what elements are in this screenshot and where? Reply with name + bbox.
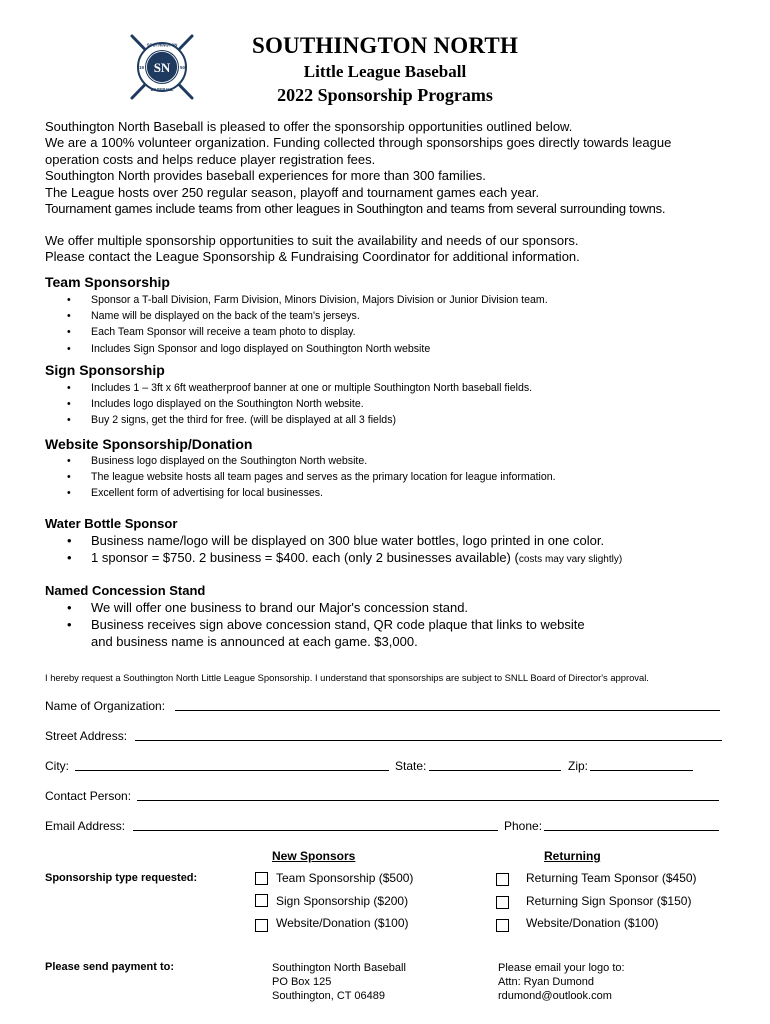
list-item: • Excellent form of advertising for local businesses.	[67, 485, 556, 501]
list-item: • The league website hosts all team pages and serves as the primary location for league information.	[67, 469, 556, 485]
costs-note: costs may vary slightly)	[518, 554, 623, 565]
zip-label: Zip:	[568, 759, 589, 773]
mailing-address: Southington North Baseball PO Box 125 Southington, CT 06489	[272, 962, 406, 1002]
sign-sponsorship-heading: Sign Sponsorship	[45, 362, 165, 378]
email-field[interactable]	[133, 830, 498, 831]
list-item: • Buy 2 signs, get the third for free. (will be displayed at all 3 fields)	[67, 412, 532, 428]
list-item: • Sponsor a T-ball Division, Farm Division, Minors Division, Majors Division or Junior Division team.	[67, 292, 548, 308]
phone-field[interactable]	[544, 830, 719, 831]
list-item: • 1 sponsor = $750. 2 business = $400. each (only 2 businesses available) (costs may vary slightly)	[67, 549, 622, 568]
team-sponsorship-option: Team Sponsorship ($500)	[276, 871, 414, 885]
logo-monogram: SN	[153, 60, 171, 75]
team-sponsorship-heading: Team Sponsorship	[45, 274, 170, 290]
contact-label: Contact Person:	[45, 789, 132, 803]
contact-email: rdumond@outlook.com	[498, 990, 612, 1002]
list-item: • We will offer one business to brand our Major's concession stand.	[67, 599, 585, 616]
list-item: • Each Team Sponsor will receive a team photo to display.	[67, 324, 548, 340]
team-sponsorship-checkbox[interactable]	[255, 872, 268, 885]
email-label: Email Address:	[45, 819, 126, 833]
city-label: City:	[45, 759, 69, 773]
zip-field[interactable]	[590, 770, 693, 771]
water-bottle-heading: Water Bottle Sponsor	[45, 516, 178, 531]
sign-sponsorship-option: Sign Sponsorship ($200)	[276, 894, 409, 908]
city-field[interactable]	[75, 770, 389, 771]
list-item: and business name is announced at each game. $3,000.	[91, 634, 418, 649]
sign-sponsorship-checkbox[interactable]	[255, 894, 268, 907]
website-donation-checkbox[interactable]	[255, 919, 268, 932]
logo-text-top: SOUTHINGTON	[146, 42, 178, 48]
returning-sign-option: Returning Sign Sponsor ($150)	[526, 894, 692, 908]
contact-field[interactable]	[137, 800, 719, 801]
logo-year-left: 19	[138, 65, 145, 70]
list-item: • Business receives sign above concession stand, QR code plaque that links to website	[67, 616, 585, 633]
sponsorship-type-label: Sponsorship type requested:	[45, 872, 198, 884]
payment-label: Please send payment to:	[45, 961, 174, 973]
concession-list	[67, 599, 585, 650]
intro-paragraph: Southington North Baseball is pleased to offer the sponsorship opportunities outlined below. We are a 100% volunteer organization. Funding collected through sponsorships goes directly towards league operation costs and helps reduce player registration fees. Southington North provides baseball experiences for more than 300 families. The League hosts over 250 regular season, playoff and tournament games each year. Tournament games include teams from other leagues in Southington and teams from several surrounding towns.	[45, 119, 672, 217]
page-subtitle-year: 2022 Sponsorship Programs	[277, 85, 493, 105]
list-item: • Includes 1 – 3ft x 6ft weatherproof banner at one or multiple Southington North baseball fields.	[67, 380, 532, 396]
list-item: • Includes Sign Sponsor and logo displayed on Southington North website	[67, 341, 548, 357]
street-field[interactable]	[135, 740, 722, 741]
concession-heading: Named Concession Stand	[45, 583, 206, 598]
website-sponsorship-list	[67, 453, 556, 502]
request-statement: I hereby request a Southington North Little League Sponsorship. I understand that sponsorships are subject to SNLL Board of Director's approval.	[45, 672, 649, 683]
state-field[interactable]	[429, 770, 561, 771]
new-sponsors-heading: New Sponsors	[272, 849, 356, 863]
page-subtitle: Little League Baseball	[303, 62, 467, 81]
website-sponsorship-heading: Website Sponsorship/Donation	[45, 436, 253, 452]
phone-label: Phone:	[504, 819, 543, 833]
list-item: • Includes logo displayed on the Southington North website.	[67, 396, 532, 412]
intro-contact-paragraph: We offer multiple sponsorship opportunities to suit the availability and needs of our sponsors. Please contact the League Sponsorship & Fundraising Coordinator for additional information.	[45, 233, 580, 265]
sign-sponsorship-list	[67, 380, 532, 429]
state-label: State:	[395, 759, 427, 773]
logo-email-contact: Please email your logo to: Attn: Ryan Dumond rdumond@outlook.com	[498, 962, 625, 1002]
list-item: • Business name/logo will be displayed on 300 blue water bottles, logo printed in one color.	[67, 532, 622, 549]
water-bottle-list	[67, 532, 622, 568]
street-label: Street Address:	[45, 729, 128, 743]
logo-year-right: 50	[179, 65, 186, 70]
list-item: • Name will be displayed on the back of the team's jerseys.	[67, 308, 548, 324]
returning-sign-checkbox[interactable]	[496, 896, 509, 909]
list-item: • Business logo displayed on the Southington North website.	[67, 453, 556, 469]
org-field[interactable]	[175, 710, 720, 711]
team-sponsorship-list	[67, 292, 548, 357]
returning-website-option: Website/Donation ($100)	[526, 916, 659, 930]
returning-website-checkbox[interactable]	[496, 919, 509, 932]
org-label: Name of Organization:	[45, 699, 166, 713]
website-donation-option: Website/Donation ($100)	[276, 916, 409, 930]
page-title: SOUTHINGTON NORTH	[251, 33, 519, 58]
returning-team-option: Returning Team Sponsor ($450)	[526, 871, 697, 885]
logo-text-bottom: BASEBALL	[150, 87, 174, 92]
returning-team-checkbox[interactable]	[496, 873, 509, 886]
returning-heading: Returning	[544, 849, 601, 863]
